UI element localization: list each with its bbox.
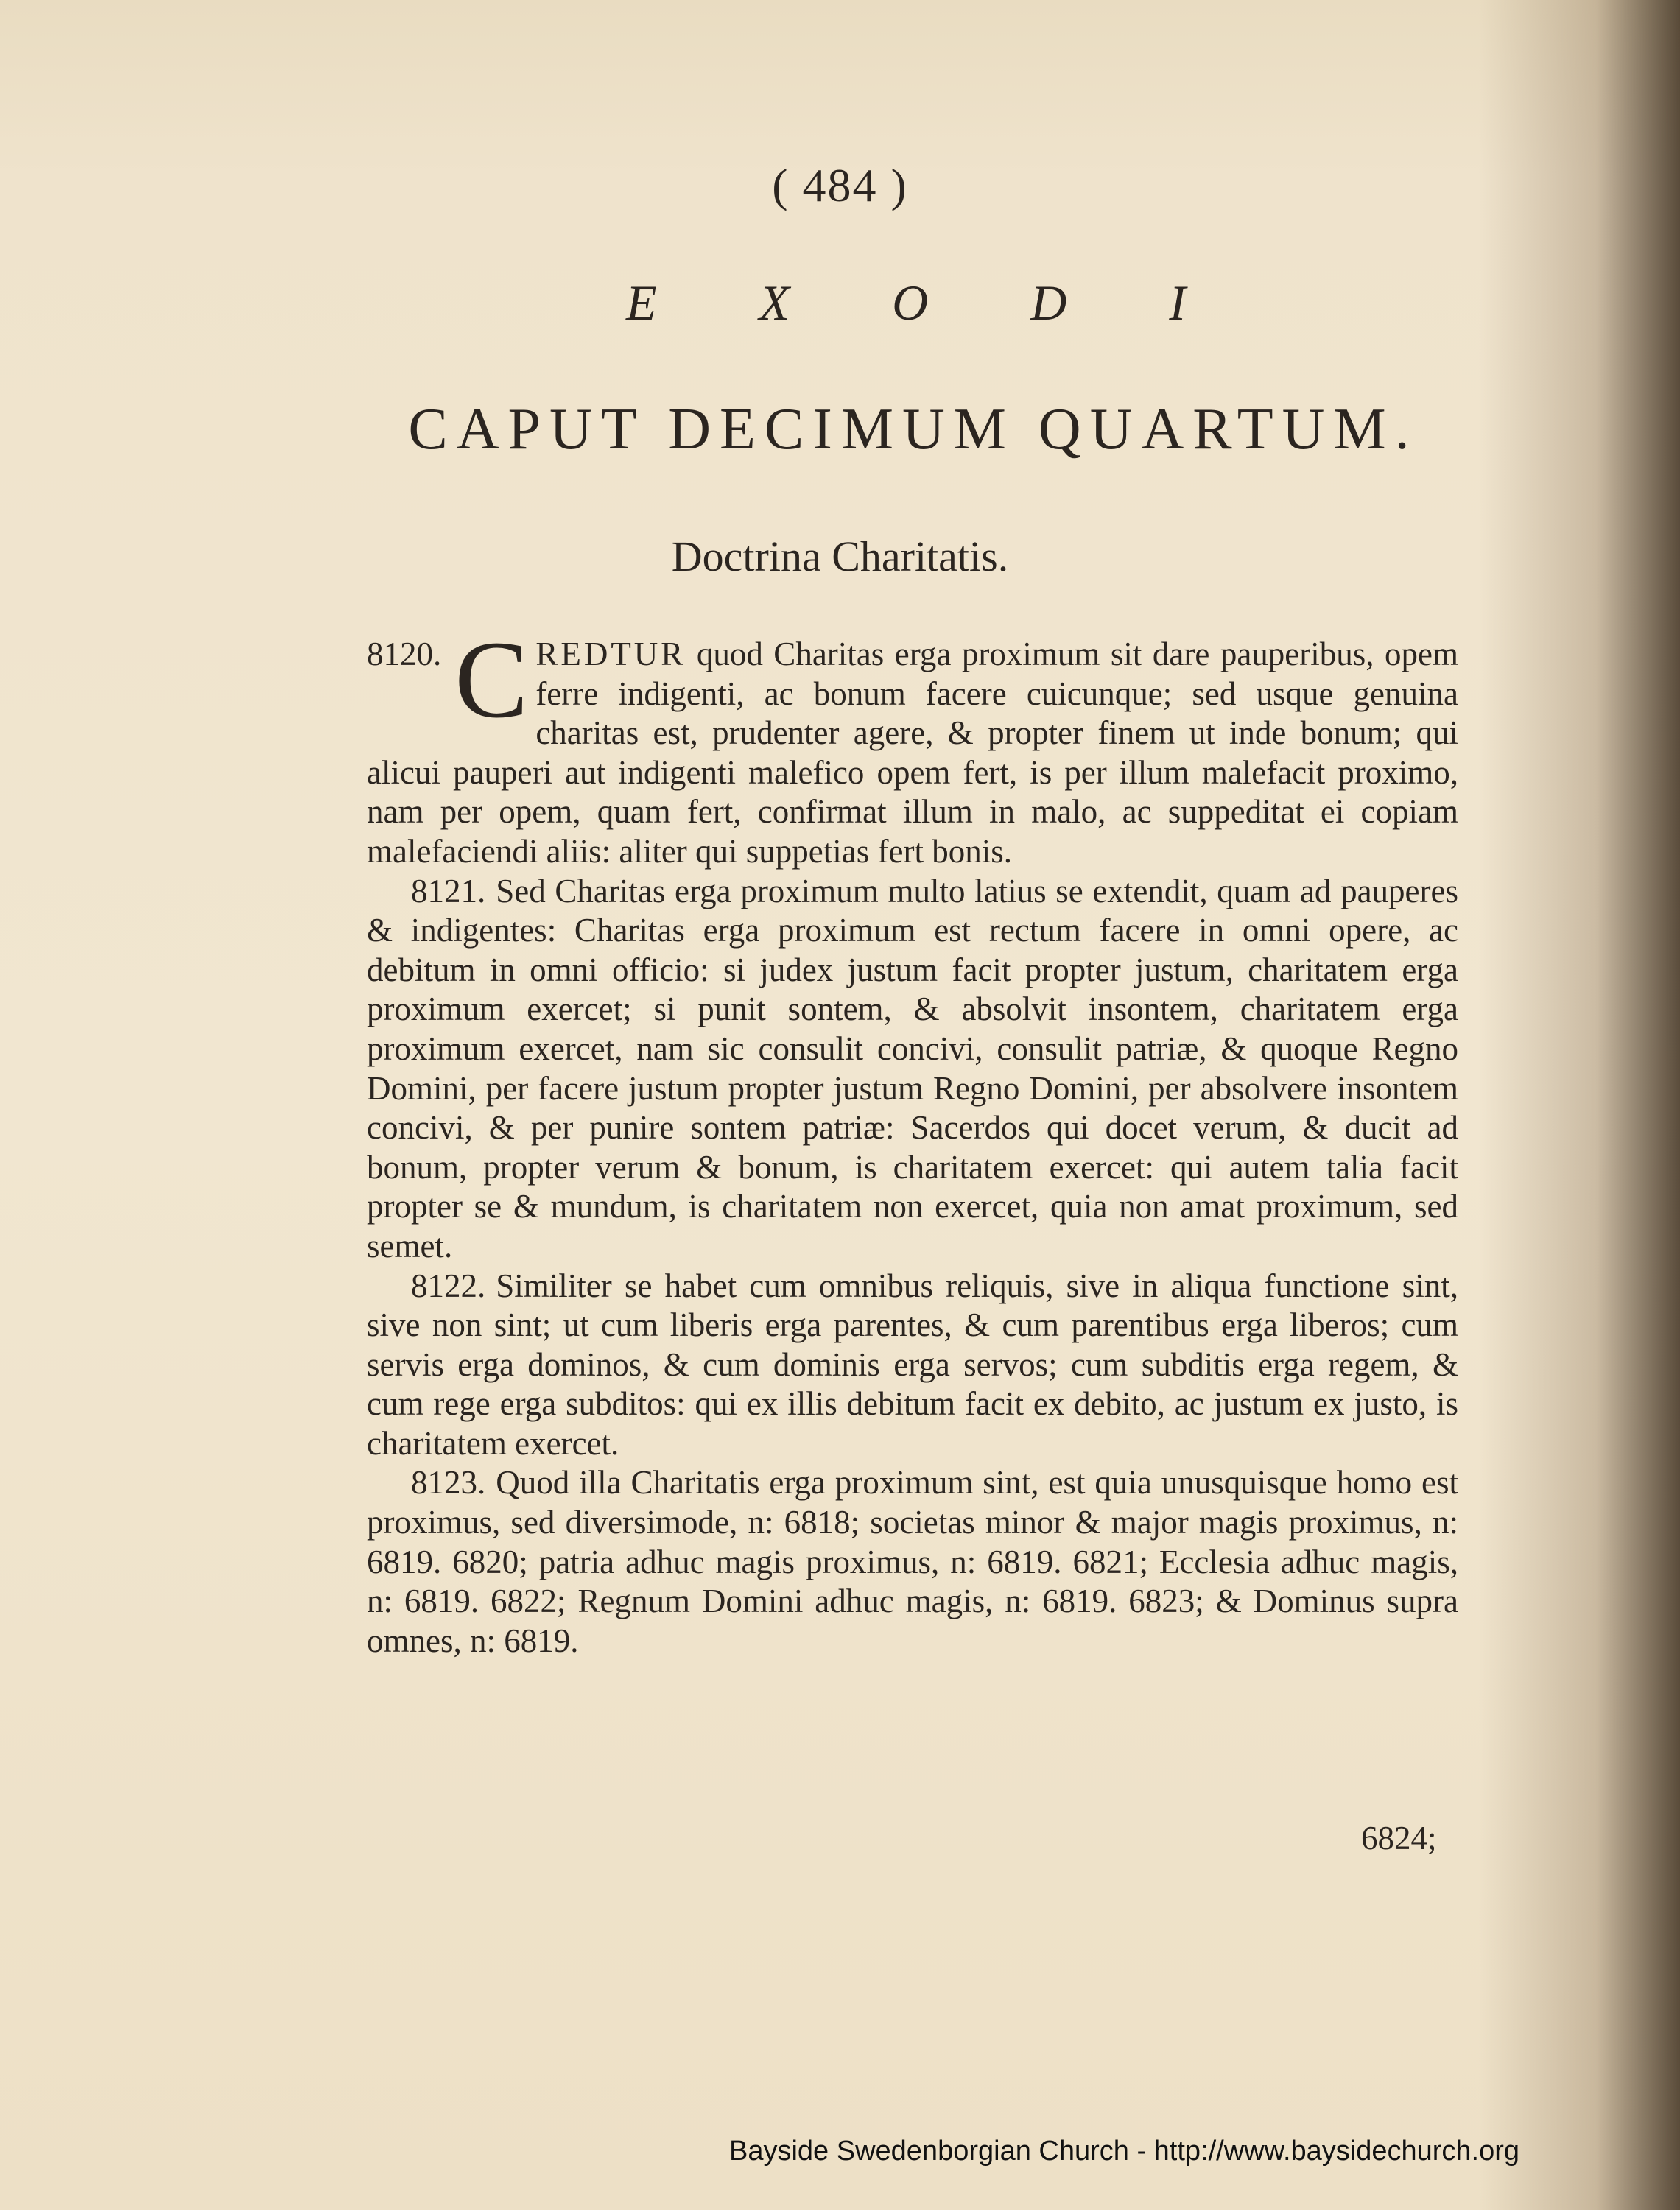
paragraph-text: quod Charitas erga proximum sit dare pauperibus, opem ferre indigenti, ac bonum facere cuicunque; sed usque genuina charitas est, prudenter agere, & propter finem ut inde bonum; qui alicui pauperi aut indigenti malefico opem fert, is per illum malefacit proximo, nam per opem, quam fert, confirmat illum in malo, ac suppeditat ei copiam malefaciendi aliis: aliter qui suppetias fert bonis. bbox=[367, 636, 1458, 870]
book-title-letter: I bbox=[1169, 275, 1186, 331]
body-text bbox=[367, 619, 1458, 1661]
paragraph-number: 8120. bbox=[367, 636, 442, 672]
book-title bbox=[626, 274, 1186, 332]
footer-credit: Bayside Swedenborgian Church - http://www.baysidechurch.org bbox=[729, 2136, 1520, 2167]
chapter-title: CAPUT DECIMUM QUARTUM. bbox=[408, 397, 1419, 462]
section-title: Doctrina Charitatis. bbox=[671, 532, 1009, 580]
paragraph-text: Sed Charitas erga proximum multo latius se extendit, quam ad pauperes & indigentes: Charitas erga proximum est rectum facere in omni opere, ac debitum in omni officio: si judex justum facit propter justum, charitatem erga proximum exercet; si punit sontem, & absolvit insontem, charitatem erga proximum exercet, nam sic consulit concivi, consulit patriæ, & quoque Regno Domini, per facere justum propter justum Regno Domini, per absolvere insontem concivi, & per punire sontem patriæ: Sacerdos qui docet verum, & ducit ad bonum, propter verum & bonum, is charitatem exercet: qui autem talia facit propter se & mundum, is charitatem non exercet, quia non amat proximum, sed semet. bbox=[367, 872, 1458, 1264]
book-title-letter: X bbox=[759, 275, 790, 331]
paragraph-8120 bbox=[367, 619, 1458, 872]
paragraph-8123 bbox=[367, 1463, 1458, 1661]
book-title-letter: E bbox=[626, 275, 657, 331]
paragraph-text: Similiter se habet cum omnibus reliquis, sive in aliqua functione sint, sive non sint; ut cum liberis erga parentes, & cum parentibus erga liberos; cum servis erga dominos, & cum dominis erga servos; cum subditis erga regem, & cum rege erga subditos: qui ex illis debitum facit ex debito, ac justum ex justo, is charitatem exercet. bbox=[367, 1267, 1458, 1462]
catchword: 6824; bbox=[1361, 1820, 1437, 1857]
book-title-letter: O bbox=[892, 275, 929, 331]
book-title-letter: D bbox=[1030, 275, 1067, 331]
paragraph-number: 8123. bbox=[411, 1464, 486, 1502]
page-number: ( 484 ) bbox=[772, 159, 908, 211]
paragraph-number: 8122. bbox=[411, 1267, 486, 1304]
paragraph-text: Quod illa Charitatis erga proximum sint, est quia unusquisque homo est proximus, sed diversimode, n: 6818; societas minor & major magis proximus, n: 6819. 6820; patria adhuc magis proximus, n: 6819. 6821; Ecclesia adhuc magis, n: 6819. 6822; Regnum Domini adhuc magis, n: 6819. 6823; & Dominus supra omnes, n: 6819. bbox=[367, 1464, 1458, 1659]
paragraph-number: 8121. bbox=[411, 872, 486, 909]
paragraph-8122 bbox=[367, 1267, 1458, 1464]
paragraph-8121 bbox=[367, 872, 1458, 1267]
lead-word: REDTUR bbox=[535, 636, 686, 672]
drop-cap: C bbox=[454, 619, 529, 741]
